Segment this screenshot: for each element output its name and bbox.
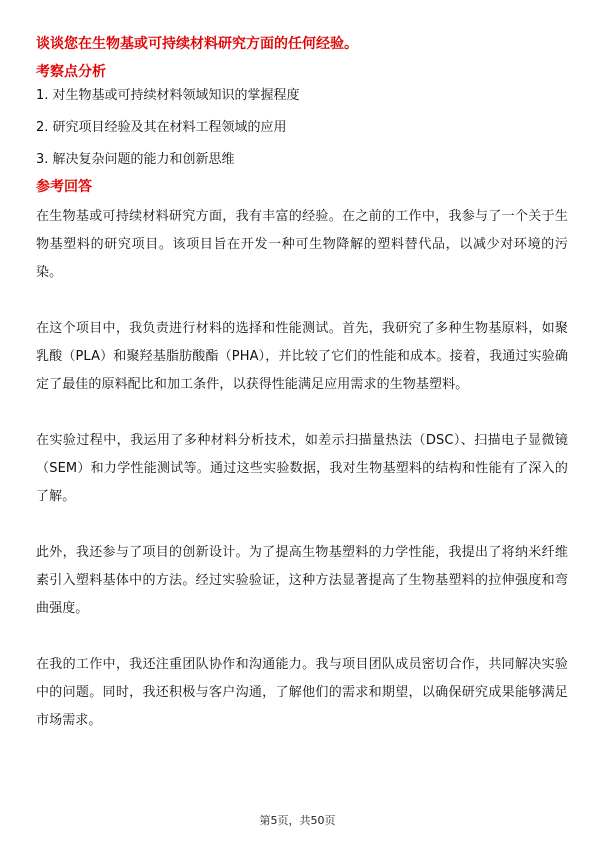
analysis-item: 1. 对生物基或可持续材料领域知识的掌握程度 bbox=[36, 88, 300, 103]
answer-paragraph: 在这个项目中，我负责进行材料的选择和性能测试。首先，我研究了多种生物基原料，如聚乳酸（PLA）和聚羟基脂肪酸酯（PHA），并比较了它们的性能和成本。接着，我通过实验确定了最佳的原料配比和加工条件，以获得性能满足应用需求的生物基塑料。 bbox=[36, 321, 568, 392]
analysis-heading: 考察点分析 bbox=[36, 64, 106, 80]
analysis-item: 3. 解决复杂问题的能力和创新思维 bbox=[36, 152, 235, 167]
answer-paragraph: 在我的工作中，我还注重团队协作和沟通能力。我与项目团队成员密切合作，共同解决实验中的问题。同时，我还积极与客户沟通，了解他们的需求和期望，以确保研究成果能够满足市场需求。 bbox=[36, 657, 568, 728]
answer-heading: 参考回答 bbox=[36, 179, 92, 195]
analysis-list bbox=[36, 86, 566, 182]
answer-body bbox=[36, 203, 568, 763]
answer-paragraph: 此外，我还参与了项目的创新设计。为了提高生物基塑料的力学性能，我提出了将纳米纤维素引入塑料基体中的方法。经过实验验证，这种方法显著提高了生物基塑料的拉伸强度和弯曲强度。 bbox=[36, 545, 568, 616]
answer-paragraph: 在生物基或可持续材料研究方面，我有丰富的经验。在之前的工作中，我参与了一个关于生物基塑料的研究项目。该项目旨在开发一种可生物降解的塑料替代品，以减少对环境的污染。 bbox=[36, 209, 568, 280]
answer-paragraph: 在实验过程中，我运用了多种材料分析技术，如差示扫描量热法（DSC）、扫描电子显微镜（SEM）和力学性能测试等。通过这些实验数据，我对生物基塑料的结构和性能有了深入的了解。 bbox=[36, 433, 568, 504]
page-number: 第5页，共50页 bbox=[259, 814, 336, 827]
analysis-item: 2. 研究项目经验及其在材料工程领域的应用 bbox=[36, 120, 287, 135]
question-title: 谈谈您在生物基或可持续材料研究方面的任何经验。 bbox=[36, 36, 358, 52]
